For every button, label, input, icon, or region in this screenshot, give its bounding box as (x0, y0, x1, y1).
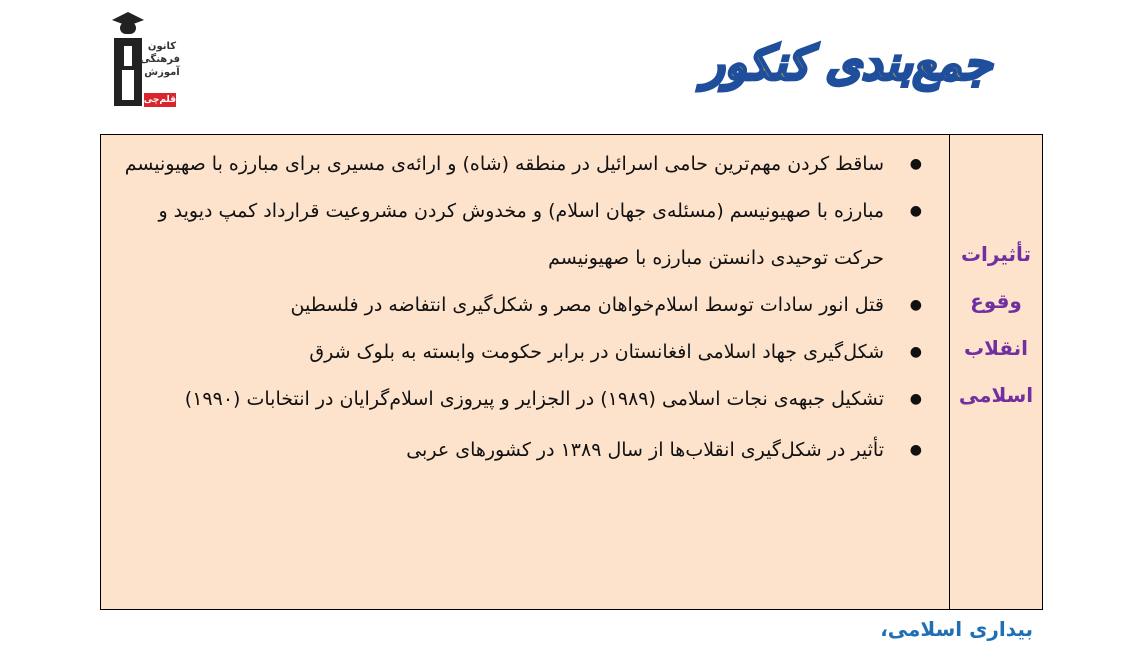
brand-title: جمع‌بندی کنکور (702, 36, 992, 90)
bullet-icon: ● (909, 391, 922, 407)
list-item-text: قتل انور سادات توسط اسلام‌خواهان مصر و شکل‌گیری انتفاضه در فلسطین (290, 294, 884, 316)
content-cell (101, 135, 949, 609)
bullet-icon: ● (909, 297, 922, 313)
content-table (100, 134, 1043, 610)
section-heading: بیداری اسلامی، (880, 617, 1033, 641)
list-item-text: شکل‌گیری جهاد اسلامی افغانستان در برابر حکومت وابسته به بلوک شرق (309, 341, 884, 363)
brand-logo (672, 22, 1022, 104)
list-item (114, 427, 922, 474)
publisher-line: کانون (147, 41, 177, 52)
row-label-line: تأثیرات (960, 242, 1032, 266)
list-item-text: مبارزه با صهیونیسم (مسئله‌ی جهان اسلام) و مخدوش کردن مشروعیت قرارداد کمپ دیوید و حرکت توحیدی دانستن مبارزه با صهیونیسم (158, 200, 884, 269)
publisher-name (140, 40, 180, 79)
list-item (114, 376, 922, 423)
list-item (114, 329, 922, 376)
bullet-icon: ● (909, 156, 922, 172)
publisher-tag: قلم‌چی (143, 95, 176, 105)
bullet-list (114, 141, 922, 474)
bullet-icon: ● (909, 442, 922, 458)
row-label-line: انقلاب (963, 336, 1029, 360)
list-item-text: ساقط کردن مهم‌ترین حامی اسرائیل در منطقه (شاه) و ارائه‌ی مسیری برای مبارزه با صهیونیسم (124, 153, 884, 175)
row-label (950, 231, 1042, 419)
list-item (114, 282, 922, 329)
bullet-icon: ● (909, 203, 922, 219)
bullet-icon: ● (909, 344, 922, 360)
publisher-line: آموزش (144, 67, 180, 78)
list-item-text: تأثیر در شکل‌گیری انقلاب‌ها از سال ۱۳۸۹ در کشورهای عربی (406, 439, 884, 461)
row-label-line: اسلامی (958, 383, 1034, 407)
publisher-line: فرهنگی (140, 54, 180, 65)
list-item (114, 141, 922, 188)
publisher-logo (108, 10, 180, 108)
label-cell (950, 135, 1042, 609)
list-item (114, 188, 922, 282)
list-item-text: تشکیل جبهه‌ی نجات اسلامی (۱۹۸۹) در الجزایر و پیروزی اسلام‌گرایان در انتخابات (۱۹۹۰) (184, 388, 884, 410)
row-label-line: وقوع (970, 289, 1022, 313)
